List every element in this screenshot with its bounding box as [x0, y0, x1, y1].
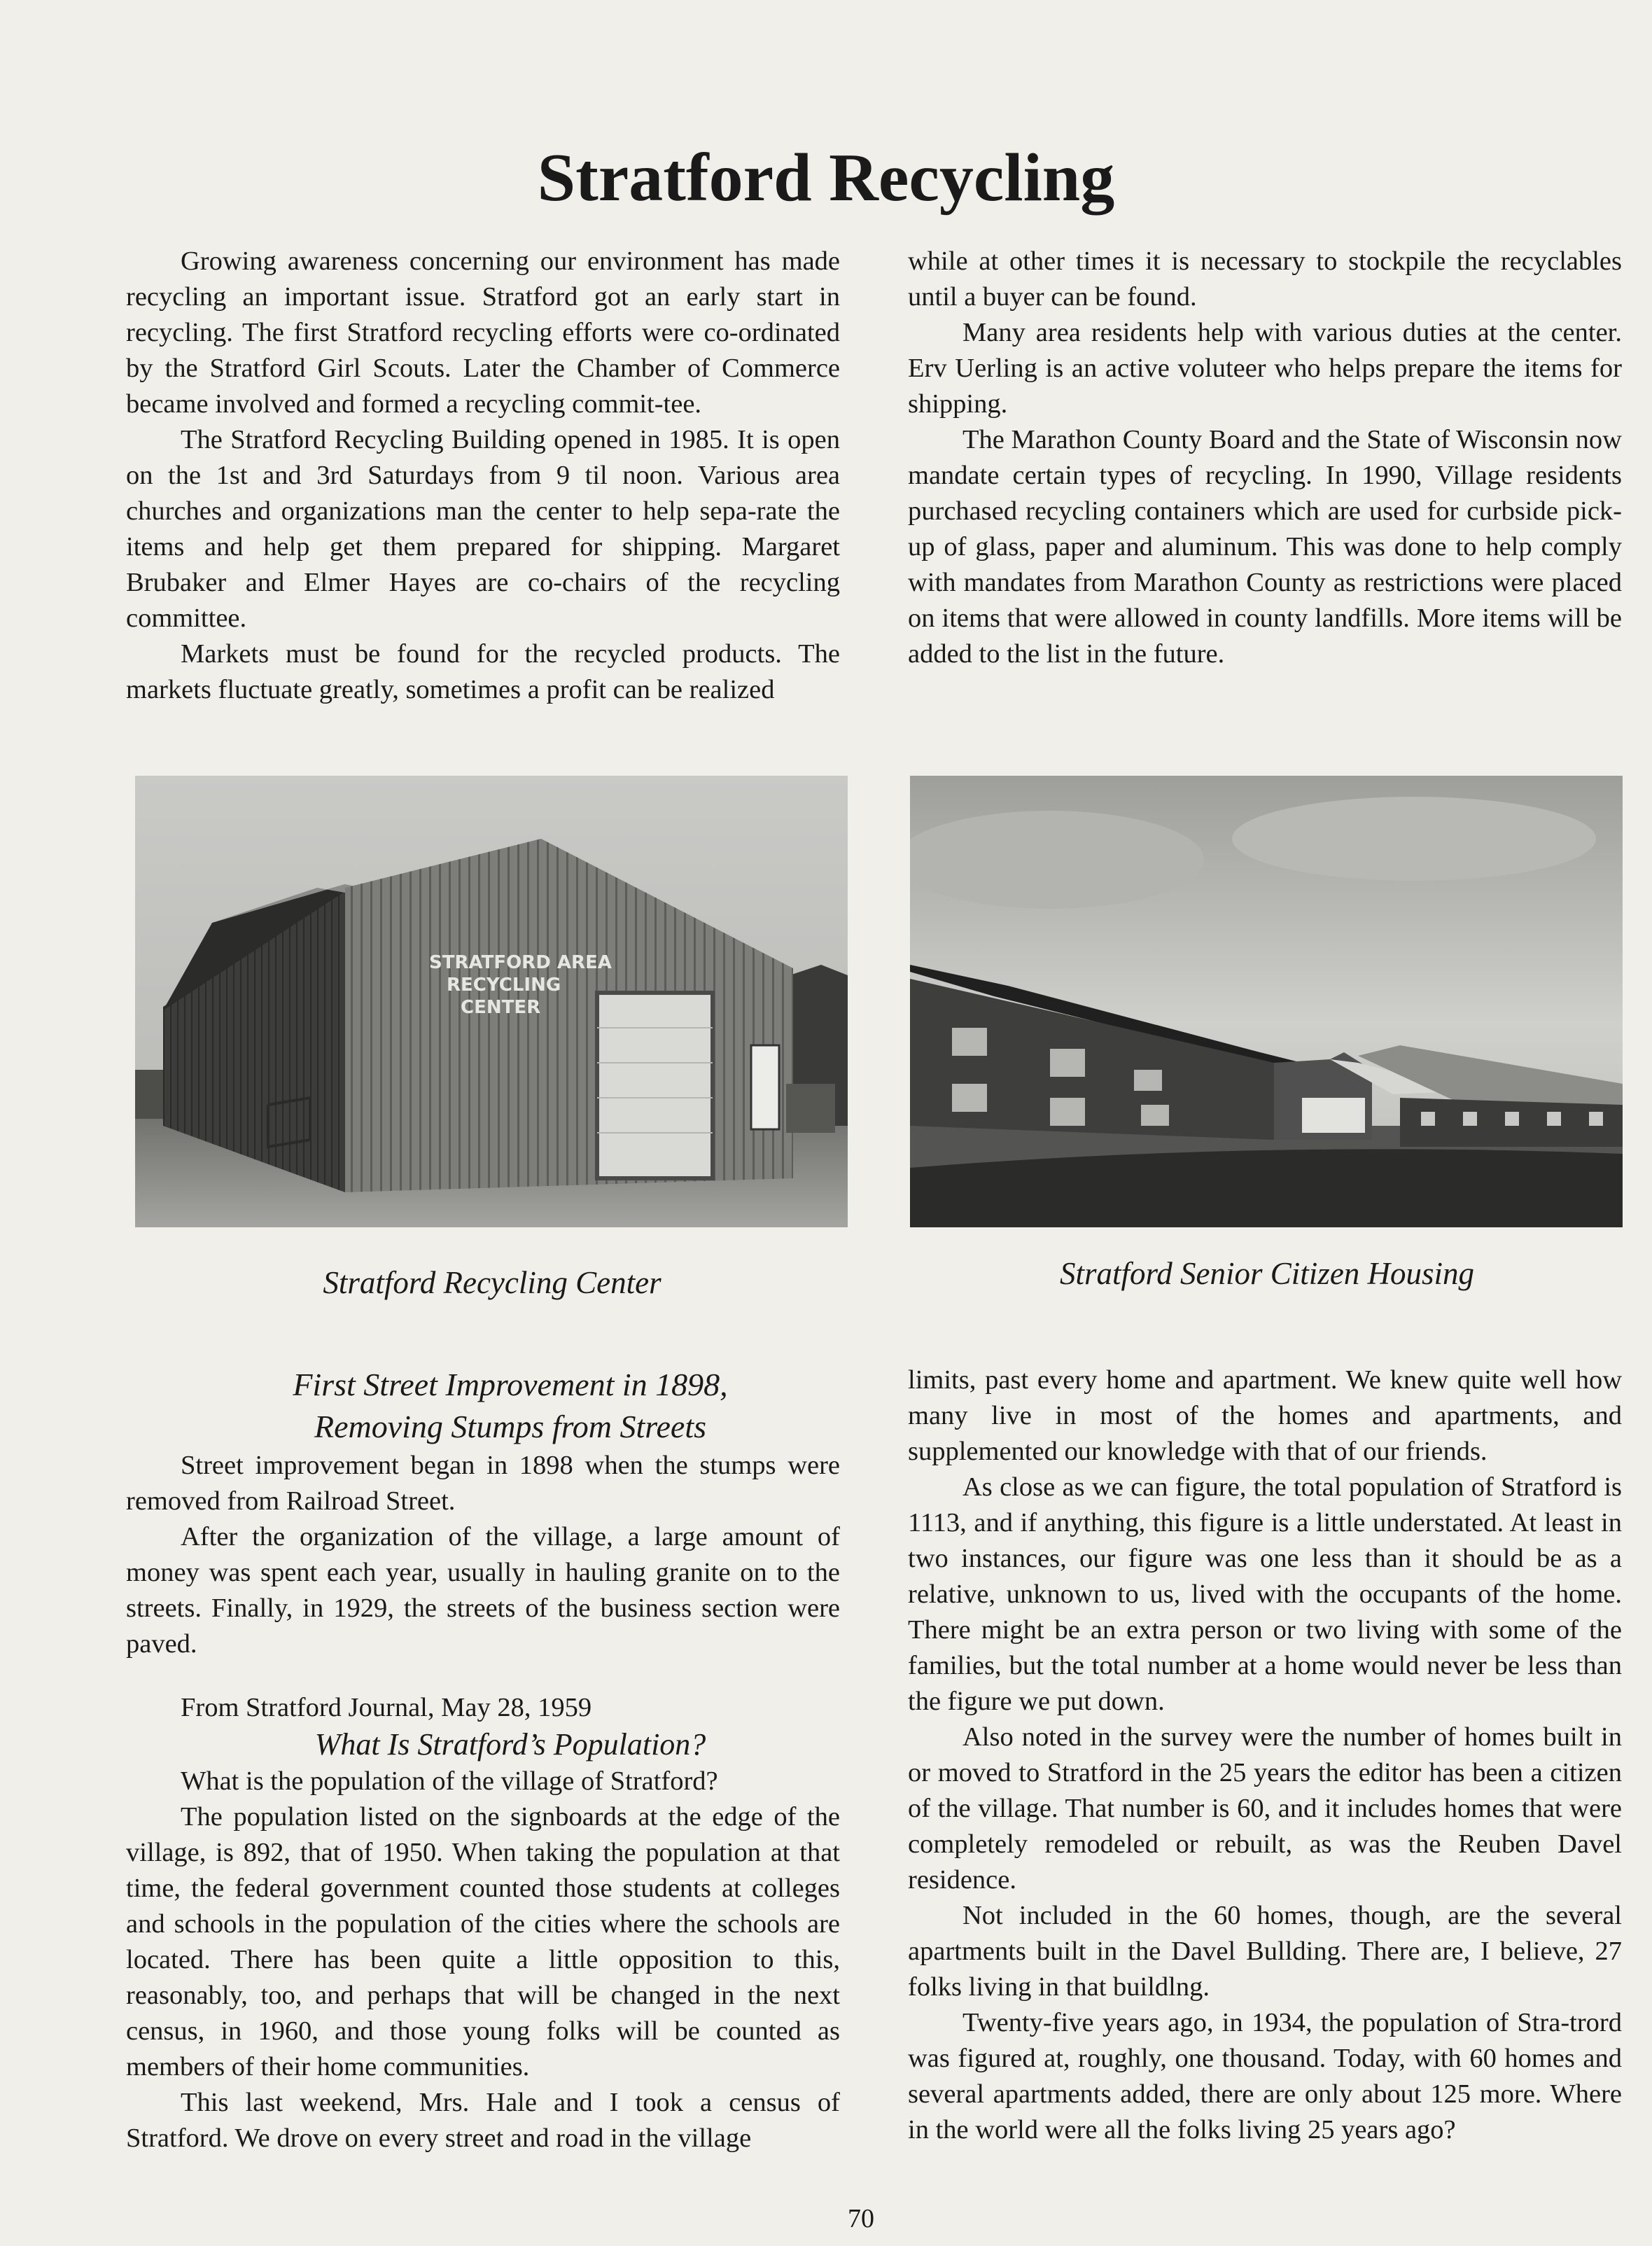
recycling-center-caption: Stratford Recycling Center: [323, 1265, 662, 1300]
paragraph: Not included in the 60 homes, though, are the several apartments built in the Davel Bullding. There are, I believe, 27 folks living in that buildlng.: [908, 1901, 1622, 2002]
senior-housing-caption: Stratford Senior Citizen Housing: [1059, 1256, 1475, 1291]
intro-column-left: [126, 244, 840, 708]
history-column-left: [126, 1367, 840, 2156]
paragraph: limits, past every home and apartment. We knew quite well how many live in most of the homes and apartments, and supplemented our knowledge with that of our friends.: [908, 1365, 1622, 1466]
paragraph: The Marathon County Board and the State of Wisconsin now mandate certain types of recycling. In 1990, Village residents purchased recycling containers which are used for curbside pick-up of glass, paper and aluminum. This was done to help comply with mandates from Marathon County as restrictions were placed on items that were allowed in county landfills. More items will be added to the list in the future.: [908, 425, 1622, 669]
svg-text:RECYCLING: RECYCLING: [447, 975, 561, 996]
paragraph: Many area residents help with various duties at the center. Erv Uerling is an active voluteer who helps prepare the items for shipping.: [908, 318, 1622, 419]
paragraph: while at other times it is necessary to stockpile the recyclables until a buyer can be found.: [908, 246, 1622, 312]
svg-text:CENTER: CENTER: [461, 997, 541, 1018]
paragraph: Growing awareness concerning our environment has made recycling an important issue. Stratford got an early start in recycling. The first Stratford recycling efforts were co-ordinated by the Stratford Girl Scouts. Later the Chamber of Commerce became involved and formed a recycling commit-tee.: [126, 246, 840, 419]
recycling-center-photo: [135, 776, 848, 1227]
page-number: 70: [848, 2204, 874, 2233]
section-heading: First Street Improvement in 1898,: [293, 1367, 728, 1402]
paragraph: Also noted in the survey were the number of homes built in or moved to Stratford in the 25 years the editor has been a citizen of the village. That number is 60, and it includes homes that were completely remodeled or rebuilt, as was the Reuben Davel residence.: [908, 1722, 1622, 1895]
history-column-right: [908, 1362, 1622, 2148]
svg-text:STRATFORD AREA: STRATFORD AREA: [429, 952, 612, 973]
paragraph: Markets must be found for the recycled products. The markets fluctuate greatly, sometimes a profit can be realized: [126, 639, 840, 704]
paragraph: The population listed on the signboards at the edge of the village, is 892, that of 1950. When taking the population at that time, the federal government counted those students at colleges and schools in the population of the cities where the schools are located. There has been quite a little opposition to this, reasonably, too, and perhaps that will be changed in the next census, in 1960, and those young folks will be counted as members of their home communities.: [126, 1802, 840, 2081]
section-heading: Removing Stumps from Streets: [314, 1409, 707, 1444]
journal-source: From Stratford Journal, May 28, 1959: [181, 1693, 592, 1722]
paragraph: After the organization of the village, a large amount of money was spent each year, usually in hauling granite on to the streets. Finally, in 1929, the streets of the business section were paved.: [126, 1522, 840, 1659]
page-title: Stratford Recycling: [537, 140, 1115, 216]
journal-heading: What Is Stratford’s Population?: [314, 1727, 706, 1762]
senior-housing-photo: [910, 776, 1623, 1227]
paragraph: As close as we can figure, the total population of Stratford is 1113, and if anything, this figure is a little understated. At least in two instances, our figure was one less than it should be as a relative, unknown to us, lived with the occupants of the home. There might be an extra person or two living with some of the families, but the total number at a home would never be less than the figure we put down.: [908, 1472, 1622, 1716]
paragraph: Twenty-five years ago, in 1934, the population of Stra-trord was figured at, roughly, one thousand. Today, with 60 homes and several apartments added, there are only about 125 more. Where in the world were all the folks living 25 years ago?: [908, 2008, 1622, 2144]
intro-column-right: [908, 244, 1622, 672]
paragraph: This last weekend, Mrs. Hale and I took a census of Stratford. We drove on every street and road in the village: [126, 2088, 840, 2153]
paragraph: What is the population of the village of Stratford?: [181, 1766, 718, 1796]
paragraph: Street improvement began in 1898 when the stumps were removed from Railroad Street.: [126, 1451, 840, 1516]
paragraph: The Stratford Recycling Building opened in 1985. It is open on the 1st and 3rd Saturdays from 9 til noon. Various area churches and organizations man the center to help sepa-rate the items and help get them prepared for shipping. Margaret Brubaker and Elmer Hayes are co-chairs of the recycling committee.: [126, 425, 840, 633]
